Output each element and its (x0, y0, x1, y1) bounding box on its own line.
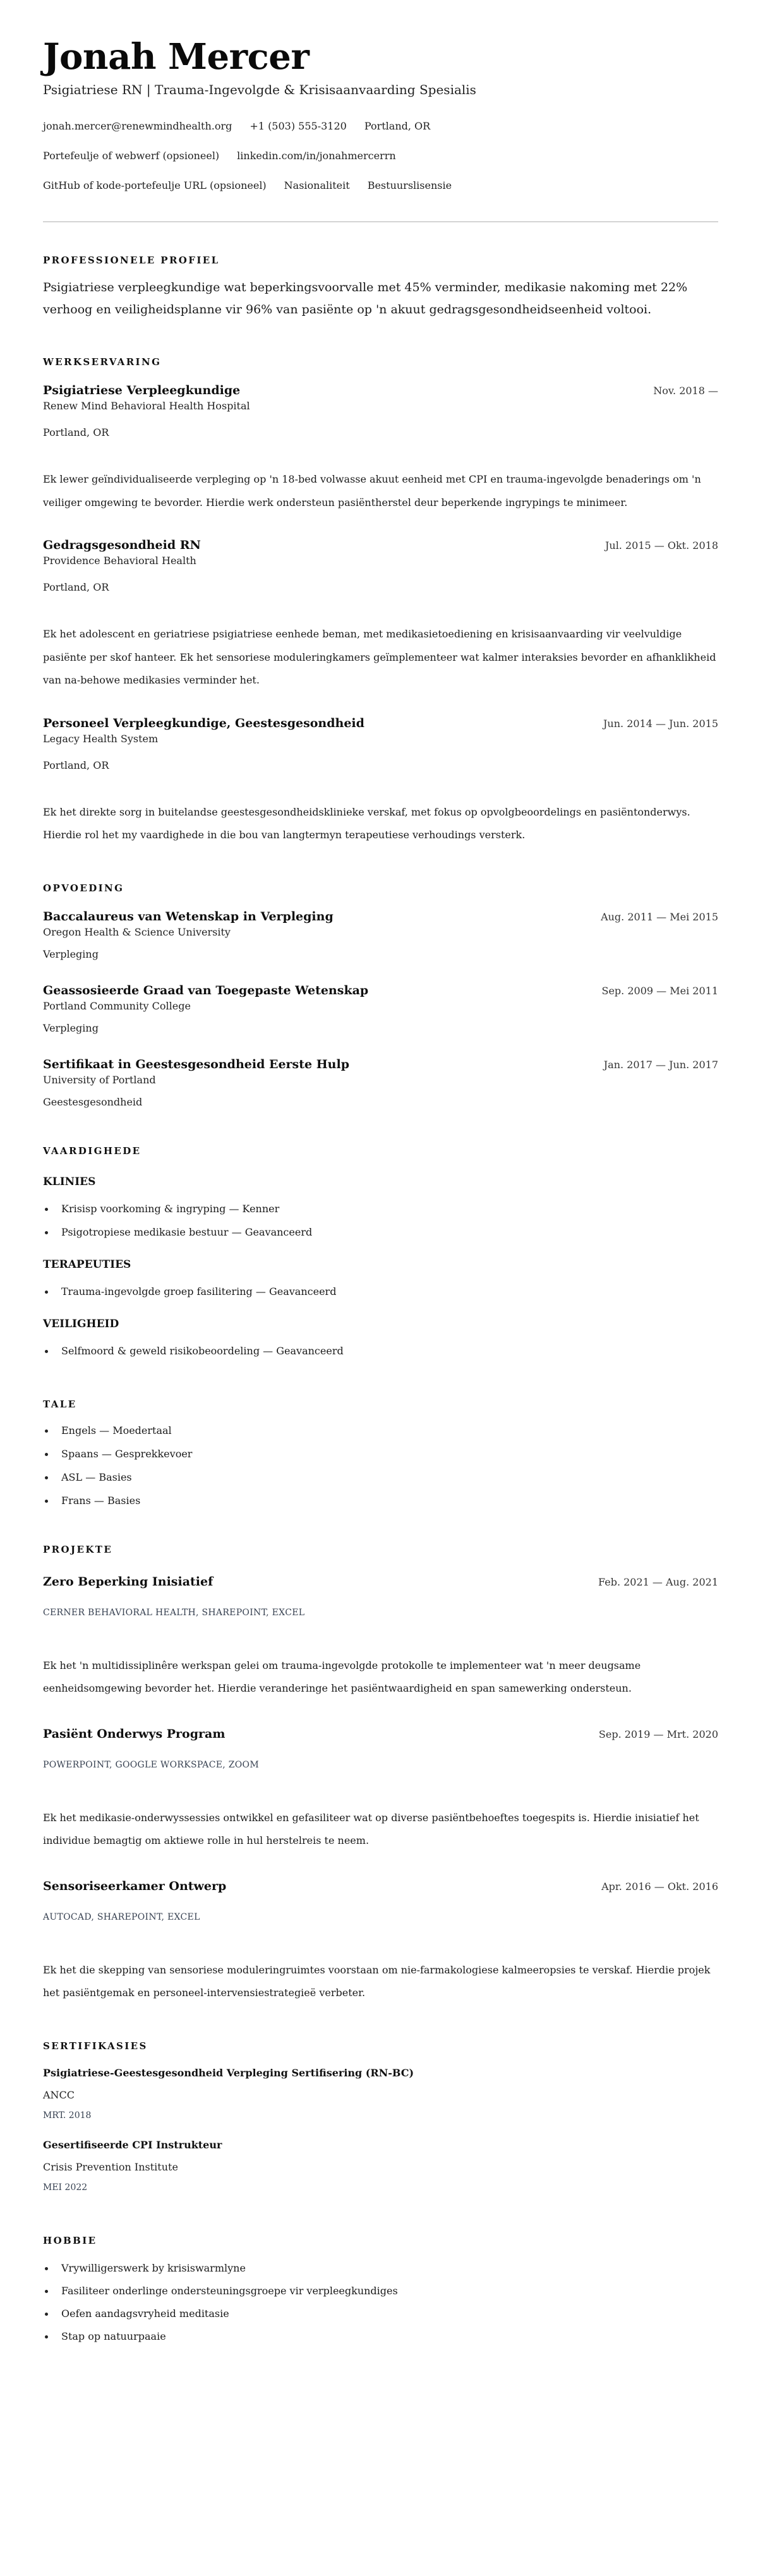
job-company: Legacy Health System (43, 732, 159, 745)
section-title-skills: VAARDIGHEDE (43, 1145, 141, 1157)
certification-entry (43, 2066, 718, 2122)
certification-date: MRT. 2018 (43, 2110, 92, 2121)
language-item: Spaans — Gesprekkevoer (43, 1447, 718, 1462)
contact-github[interactable]: GitHub of kode-portefeulje URL (opsioneel) (43, 179, 267, 191)
experience-section (43, 356, 718, 847)
certifications-section (43, 2040, 718, 2194)
contact-nationality: Nasionaliteit (284, 179, 350, 191)
languages-list (43, 1423, 718, 1508)
hobbies-section (43, 2234, 718, 2344)
job-entry (43, 715, 718, 847)
hobbies-list (43, 2261, 718, 2344)
certification-title: Psigiatriese-Geestesgesondheid Verpleging Sertifisering (RN-BC) (43, 2066, 414, 2079)
contact-portfolio[interactable]: Portefeulje of webwerf (opsioneel) (43, 150, 220, 162)
job-title: Personeel Verpleegkundige, Geestesgesondheid (43, 716, 364, 730)
project-dates: Feb. 2021 — Aug. 2021 (598, 1575, 718, 1588)
contact-row (43, 119, 717, 134)
education-entry (43, 908, 718, 962)
job-dates: Nov. 2018 — (653, 385, 718, 397)
language-item: Engels — Moedertaal (43, 1423, 718, 1438)
education-dates: Jan. 2017 — Jun. 2017 (603, 1058, 718, 1071)
project-dates: Apr. 2016 — Okt. 2016 (601, 1880, 718, 1893)
section-title-education: OPVOEDING (43, 882, 124, 894)
profile-summary: Psigiatriese verpleegkundige wat beperkingsvoorvalle met 45% verminder, medikasie nakoming met 22% verhoog en veiligheidsplanne vir 96% van pasiënte op 'n akuut gedragsgesondheidseenheid voltooi. (43, 280, 688, 316)
degree-title: Baccalaureus van Wetenskap in Verpleging (43, 909, 334, 924)
institution-name: Oregon Health & Science University (43, 925, 231, 938)
skills-list (43, 1201, 718, 1240)
contact-email[interactable]: jonah.mercer@renewmindhealth.org (43, 120, 232, 132)
hobby-item: Fasiliteer onderlinge ondersteuningsgroepe vir verpleegkundiges (43, 2284, 718, 2299)
contact-linkedin[interactable]: linkedin.com/in/jonahmercerrn (237, 150, 396, 162)
education-entry (43, 1056, 718, 1110)
project-entry (43, 1726, 718, 1853)
project-dates: Sep. 2019 — Mrt. 2020 (598, 1728, 718, 1740)
job-description: Ek het direkte sorg in buitelandse geestesgesondheidsklinieke verskaf, met fokus op opvolgbeoordelings en pasiëntonderwys. Hierdie rol het my vaardighede in die bou van langtermyn terapeutiese verhoudings versterk. (43, 805, 690, 841)
section-title-experience: WERKSERVARING (43, 356, 162, 368)
job-title: Gedragsgesondheid RN (43, 538, 201, 552)
project-entry (43, 1574, 718, 1700)
certification-entry (43, 2138, 718, 2194)
skill-item: Psigotropiese medikasie bestuur — Geavanceerd (43, 1225, 718, 1240)
project-description: Ek het medikasie-onderwyssessies ontwikkel en gefasiliteer wat op diverse pasiëntbehoeftes toegespits is. Hierdie inisiatief het individue bemagtig om aktiewe rolle in hul herstelreis te neem. (43, 1811, 699, 1846)
job-location: Portland, OR (43, 426, 109, 438)
education-dates: Sep. 2009 — Mei 2011 (601, 984, 718, 997)
certification-title: Gesertifiseerde CPI Instrukteur (43, 2138, 222, 2151)
field-of-study: Geestesgesondheid (43, 1095, 143, 1108)
candidate-name: Jonah Mercer (43, 36, 310, 78)
hobby-item: Vrywilligerswerk by krisiswarmlyne (43, 2261, 718, 2276)
job-entry (43, 537, 718, 692)
job-company: Renew Mind Behavioral Health Hospital (43, 400, 250, 412)
education-entry (43, 982, 718, 1036)
section-title-hobbies: HOBBIE (43, 2234, 97, 2246)
contact-phone[interactable]: +1 (503) 555-3120 (250, 120, 347, 132)
contact-row (43, 178, 717, 193)
languages-section (43, 1398, 718, 1508)
skills-category-title: KLINIES (43, 1175, 96, 1188)
candidate-headline: Psigiatriese RN | Trauma-Ingevolgde & Krisisaanvaarding Spesialis (43, 82, 476, 97)
skills-category-title: TERAPEUTIES (43, 1258, 131, 1271)
skills-category-title: VEILIGHEID (43, 1317, 119, 1330)
field-of-study: Verpleging (43, 948, 99, 960)
job-title: Psigiatriese Verpleegkundige (43, 383, 241, 397)
skill-item: Trauma-ingevolgde groep fasilitering — Geavanceerd (43, 1284, 718, 1299)
certification-issuer: Crisis Prevention Institute (43, 2160, 178, 2173)
language-item: ASL — Basies (43, 1470, 718, 1485)
project-entry (43, 1878, 718, 2005)
language-item: Frans — Basies (43, 1493, 718, 1508)
degree-title: Geassosieerde Graad van Toegepaste Wetenskap (43, 983, 369, 997)
project-tech-stack: POWERPOINT, GOOGLE WORKSPACE, ZOOM (43, 1759, 259, 1770)
project-title: Pasiënt Onderwys Program (43, 1726, 226, 1741)
job-company: Providence Behavioral Health (43, 555, 196, 567)
institution-name: University of Portland (43, 1073, 156, 1086)
project-tech-stack: CERNER BEHAVIORAL HEALTH, SHAREPOINT, EXCEL (43, 1607, 305, 1618)
project-title: Sensoriseerkamer Ontwerp (43, 1879, 227, 1893)
contact-info (43, 119, 717, 193)
profile-section (43, 254, 717, 321)
job-entry (43, 382, 718, 514)
certification-date: MEI 2022 (43, 2182, 88, 2193)
education-section (43, 882, 718, 1110)
project-title: Zero Beperking Inisiatief (43, 1574, 214, 1589)
job-description: Ek lewer geïndividualiseerde verpleging op 'n 18-bed volwasse akuut eenheid met CPI en trauma-ingevolgde benaderings om 'n veiliger omgewing te bevorder. Hierdie werk ondersteun pasiëntherstel deur beperkende ingrypings te minimeer. (43, 473, 701, 509)
certification-issuer: ANCC (43, 2088, 75, 2101)
skill-item: Selfmoord & geweld risikobeoordeling — Geavanceerd (43, 1344, 718, 1359)
field-of-study: Verpleging (43, 1021, 99, 1034)
project-tech-stack: AUTOCAD, SHAREPOINT, EXCEL (43, 1911, 200, 1922)
section-title-certifications: SERTIFIKASIES (43, 2040, 148, 2052)
project-description: Ek het 'n multidissiplinêre werkspan gelei om trauma-ingevolgde protokolle te implementeer wat 'n meer deugsame eenheidsomgewing bevorder het. Hierdie veranderinge het pasiëntwaardigheid en span samewerking ondersteun. (43, 1659, 641, 1694)
skills-section (43, 1145, 718, 1359)
contact-location: Portland, OR (364, 120, 431, 132)
section-title-projects: PROJEKTE (43, 1543, 113, 1555)
job-description: Ek het adolescent en geriatriese psigiatriese eenhede beman, met medikasietoediening en krisisaanvaarding vir veelvuldige pasiënte per skof hanteer. Ek het sensoriese moduleringkamers geïmplementeer wat kalmer interaksies bevorder en afhanklikheid van na-behowe medikasies verminder het. (43, 628, 716, 686)
job-dates: Jul. 2015 — Okt. 2018 (605, 539, 718, 551)
section-title-profile: PROFESSIONELE PROFIEL (43, 255, 220, 266)
degree-title: Sertifikaat in Geestesgesondheid Eerste Hulp (43, 1057, 350, 1071)
skills-list (43, 1344, 718, 1359)
job-location: Portland, OR (43, 759, 109, 771)
job-dates: Jun. 2014 — Jun. 2015 (603, 717, 718, 730)
resume-header (43, 35, 717, 222)
institution-name: Portland Community College (43, 999, 191, 1012)
hobby-item: Stap op natuurpaaie (43, 2329, 718, 2344)
skills-list (43, 1284, 718, 1299)
contact-drivers-license: Bestuurslisensie (367, 179, 452, 191)
section-title-languages: TALE (43, 1398, 77, 1410)
projects-section (43, 1543, 718, 2005)
header-divider (43, 221, 718, 222)
project-description: Ek het die skepping van sensoriese moduleringruimtes voorstaan om nie-farmakologiese kalmeeropsies te verskaf. Hierdie projek het pasiëntgemak en personeel-intervensiestrategieë verbeter. (43, 1963, 711, 1999)
education-dates: Aug. 2011 — Mei 2015 (601, 910, 718, 923)
skill-item: Krisisp voorkoming & ingryping — Kenner (43, 1201, 718, 1217)
job-location: Portland, OR (43, 581, 109, 593)
hobby-item: Oefen aandagsvryheid meditasie (43, 2306, 718, 2321)
contact-row (43, 148, 717, 164)
